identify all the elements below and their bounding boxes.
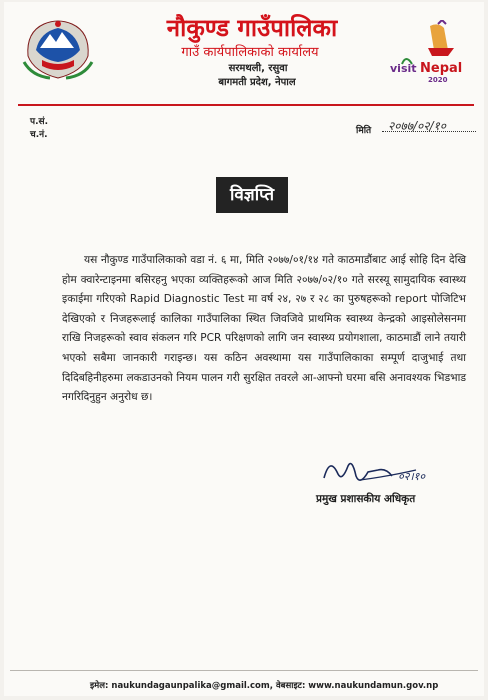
date-label: मिति	[356, 126, 372, 136]
notice-body	[62, 251, 466, 408]
signatory-designation: प्रमुख प्रशासकीय अधिकृत	[316, 493, 416, 505]
letterhead-divider	[18, 104, 474, 106]
website-link[interactable]: www.naukundamun.gov.np	[308, 681, 439, 691]
org-name: नौकुण्ड गाउँपालिका	[166, 14, 338, 42]
signature-date: ०२।१०	[398, 470, 426, 483]
visit-nepal-logo-icon	[388, 20, 470, 90]
footer-contact: इमेल: naukundagaunpalika@gmail.com, वेबसाइट: www.naukundamun.gov.np	[90, 681, 439, 691]
footer-divider	[10, 670, 478, 671]
nepal-word: Nepal	[420, 61, 463, 76]
visit-word: visit	[390, 62, 417, 75]
visit-year: 2020	[428, 76, 448, 84]
website-label: वेबसाइट	[275, 681, 302, 691]
date-value: २०७७/०२/१०	[388, 119, 447, 133]
email-link[interactable]: naukundagaunpalika@gmail.com	[111, 681, 270, 691]
office-name: गाउँ कार्यपालिकाको कार्यालय	[181, 45, 319, 60]
office-province: बागमती प्रदेश, नेपाल	[218, 77, 296, 88]
notice-title: विज्ञप्ति	[216, 177, 288, 213]
email-label: इमेल	[90, 681, 106, 691]
dispatch-label: च.नं.	[30, 130, 48, 140]
ref-label: प.सं.	[30, 117, 49, 127]
office-address: सरमथली, रसुवा	[228, 63, 288, 74]
letterhead	[104, 14, 384, 90]
notice-paragraph: यस नौकुण्ड गाउँपालिकाको वडा नं. ६ मा, मिति २०७७/०१/१४ गते काठमाडौंबाट आई सोहि दिन देखि होम क्वारेन्टाइनमा बसिरहनु भएका व्यक्तिहरूको आज मिति २०७७/०२/१० गते सरस्यू सामुदायिक स्वास्थ्य इकाईमा गरिएको Rapid Diagnostic Test मा वर्ष २४, २७ र २८ का पुरुषहरूको report पोजिटिभ देखिएको र निजहरूलाई कालिका गाउँपालिका स्थित जिवजिवे प्राथमिक स्वास्थ्य केन्द्रको आइसोलेसनमा राखि निजहरूको स्वाव संकलन गरि PCR परिक्षणको लागि जन स्वास्थ्य प्रयोगशाला, काठमाडौं लाने तयारी भएको सबैमा जानकारी गराइन्छ। यस कठिन अवस्थामा यस गाउँपालिकाका सम्पूर्ण दाजुभाई तथा दिदिबहिनीहरुमा लकडाउनको नियम पालन गरी सुरक्षित तवरले आ-आफ्नो घरमा बसि अनावश्यक भिडभाड नगरिदिनुहुन अनुरोध छ।	[62, 254, 467, 404]
date-underline	[382, 131, 476, 132]
letter-page	[4, 2, 484, 696]
nepal-emblem-icon	[22, 16, 94, 82]
